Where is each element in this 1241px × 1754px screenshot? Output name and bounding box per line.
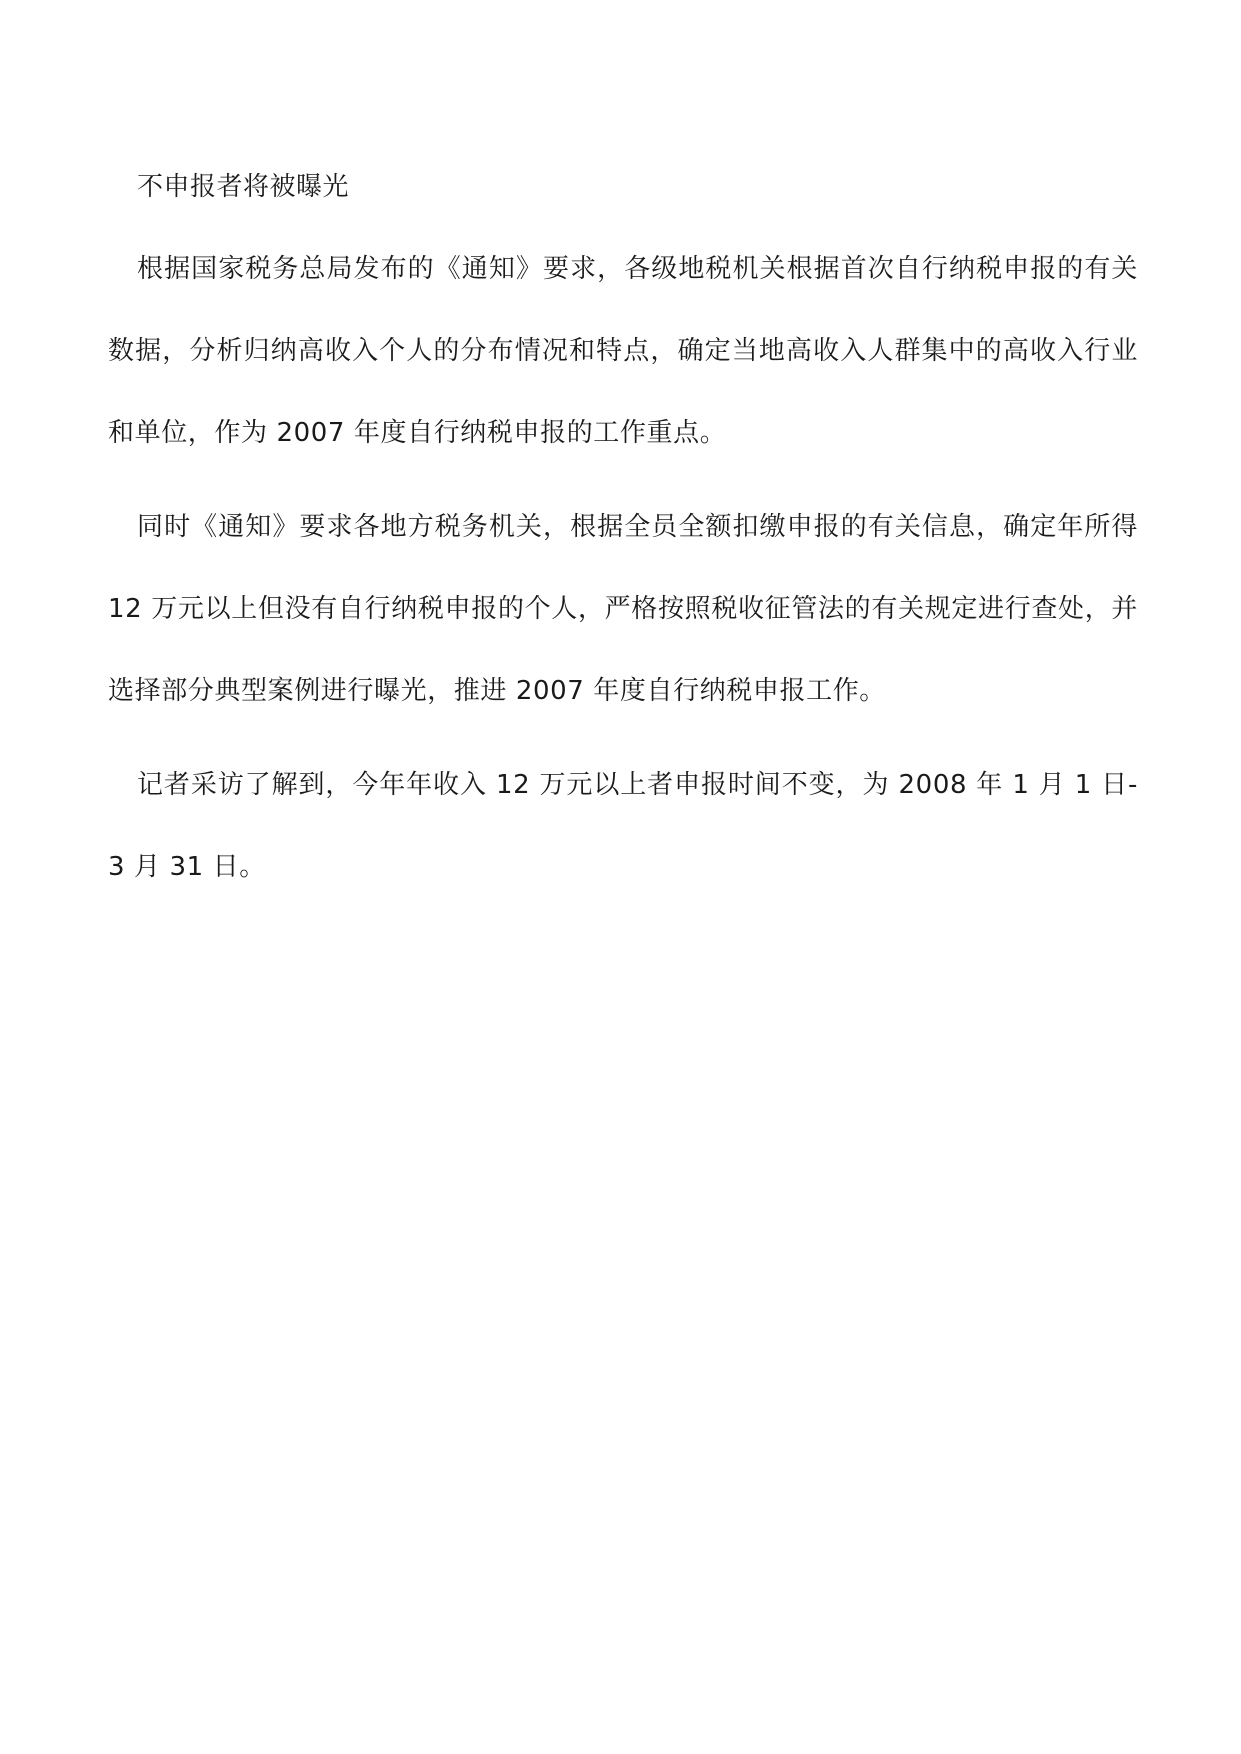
paragraph-2: 同时《通知》要求各地方税务机关，根据全员全额扣缴申报的有关信息，确定年所得 12 万元以上但没有自行纳税申报的个人，严格按照税收征管法的有关规定进行查处，并选择部分典型案例进行曝光，推进 2007 年度自行纳税申报工作。: [108, 512, 1138, 706]
section-heading: 不申报者将被曝光: [137, 172, 350, 202]
document-body: [108, 158, 1138, 908]
paragraph-3: 记者采访了解到，今年年收入 12 万元以上者申报时间不变，为 2008 年 1 月 1 日-3 月 31 日。: [108, 770, 1138, 882]
paragraph-1: 根据国家税务总局发布的《通知》要求，各级地税机关根据首次自行纳税申报的有关数据，分析归纳高收入个人的分布情况和特点，确定当地高收入人群集中的高收入行业和单位，作为 2007 年度自行纳税申报的工作重点。: [108, 254, 1138, 448]
